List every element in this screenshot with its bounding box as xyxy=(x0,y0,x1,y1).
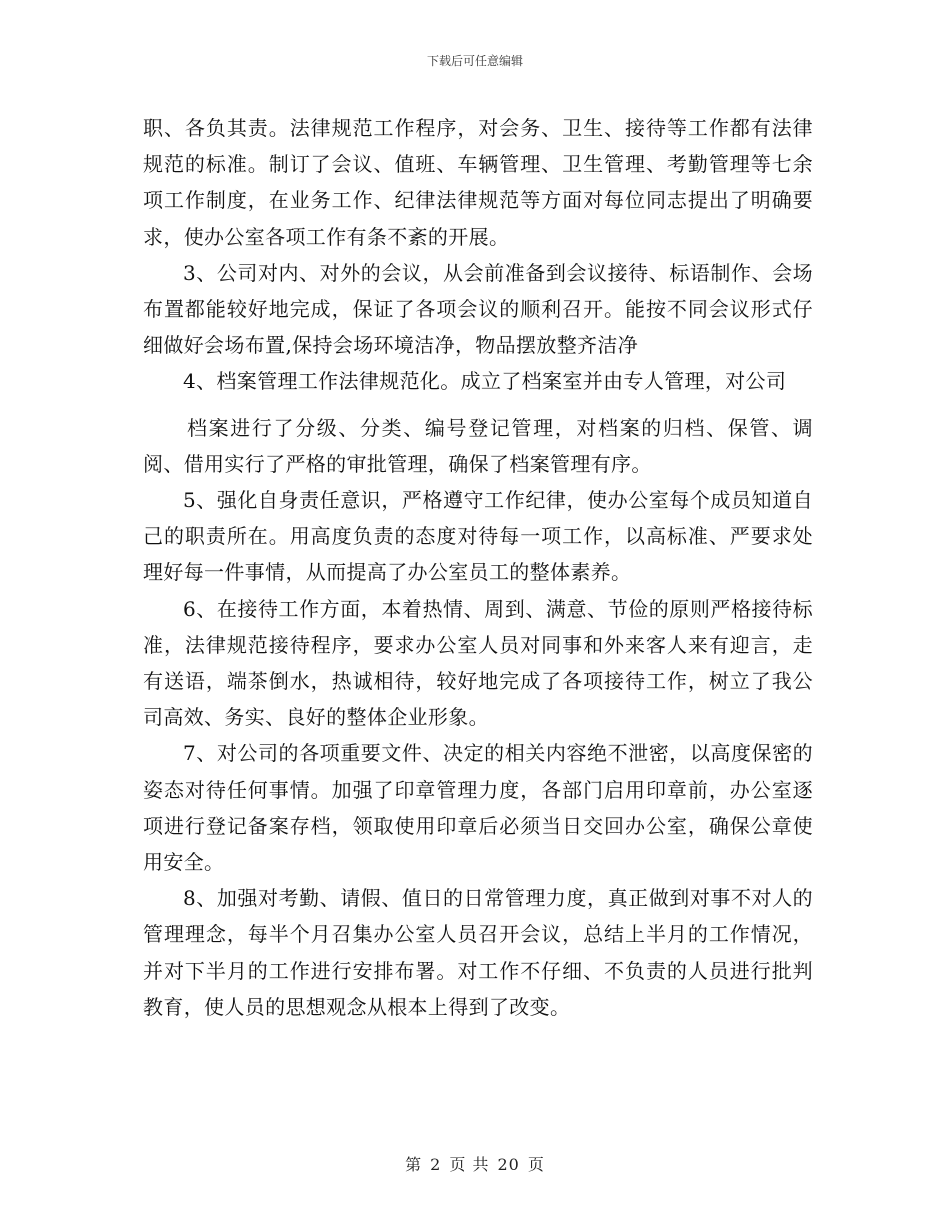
document-body xyxy=(143,110,813,1025)
paragraph-8: 8、加强对考勤、请假、值日的日常管理力度，真正做到对事不对人的管理理念，每半个月召集办公室人员召开会议，总结上半月的工作情况，并对下半月的工作进行安排布署。对工作不仔细、不负责的人员进行批判教育，使人员的思想观念从根本上得到了改变。 xyxy=(143,886,813,1019)
paragraph-1: 职、各负其责。法律规范工作程序，对会务、卫生、接待等工作都有法律规范的标准。制订了会议、值班、车辆管理、卫生管理、考勤管理等七余项工作制度，在业务工作、纪律法律规范等方面对每位同志提出了明确要求，使办公室各项工作有条不紊的开展。 xyxy=(143,116,813,249)
paragraph-6: 6、在接待工作方面，本着热情、周到、满意、节俭的原则严格接待标准，法律规范接待程序，要求办公室人员对同事和外来客人来有迎言，走有送语，端茶倒水，热诚相待，较好地完成了各项接待工作，树立了我公司高效、务实、良好的整体企业形象。 xyxy=(143,596,813,730)
paragraph-4: 档案进行了分级、分类、编号登记管理，对档案的归档、保管、调阅、借用实行了严格的审批管理，确保了档案管理有序。 xyxy=(143,415,813,476)
page-footer xyxy=(0,1152,950,1175)
paragraph-3: 4、档案管理工作法律规范化。成立了档案室并由专人管理，对公司 xyxy=(183,369,787,394)
paragraph-5: 5、强化自身责任意识，严格遵守工作纪律，使办公室每个成员知道自己的职责所在。用高度负责的态度对待每一项工作，以高标准、严要求处理好每一件事情，从而提高了办公室员工的整体素养。 xyxy=(143,488,813,585)
footer-prefix: 第 xyxy=(405,1155,423,1174)
paragraph-7: 7、对公司的各项重要文件、决定的相关内容绝不泄密，以高度保密的姿态对待任何事情。加强了印章管理力度，各部门启用印章前，办公室逐项进行登记备案存档，领取使用印章后必须当日交回办公室，确保公章使用安全。 xyxy=(143,741,813,875)
footer-suffix: 页 xyxy=(527,1155,545,1174)
paragraph-2: 3、公司对内、对外的会议，从会前准备到会议接待、标语制作、会场布置都能较好地完成，保证了各项会议的顺利召开。能按不同会议形式仔细做好会场布置,保持会场环境洁净，物品摆放整齐洁净 xyxy=(143,260,813,358)
footer-middle: 页 共 xyxy=(449,1155,490,1174)
page-header: 下载后可任意编辑 xyxy=(426,54,523,68)
footer-total-pages: 20 xyxy=(497,1155,520,1174)
footer-page-number: 2 xyxy=(430,1155,442,1174)
